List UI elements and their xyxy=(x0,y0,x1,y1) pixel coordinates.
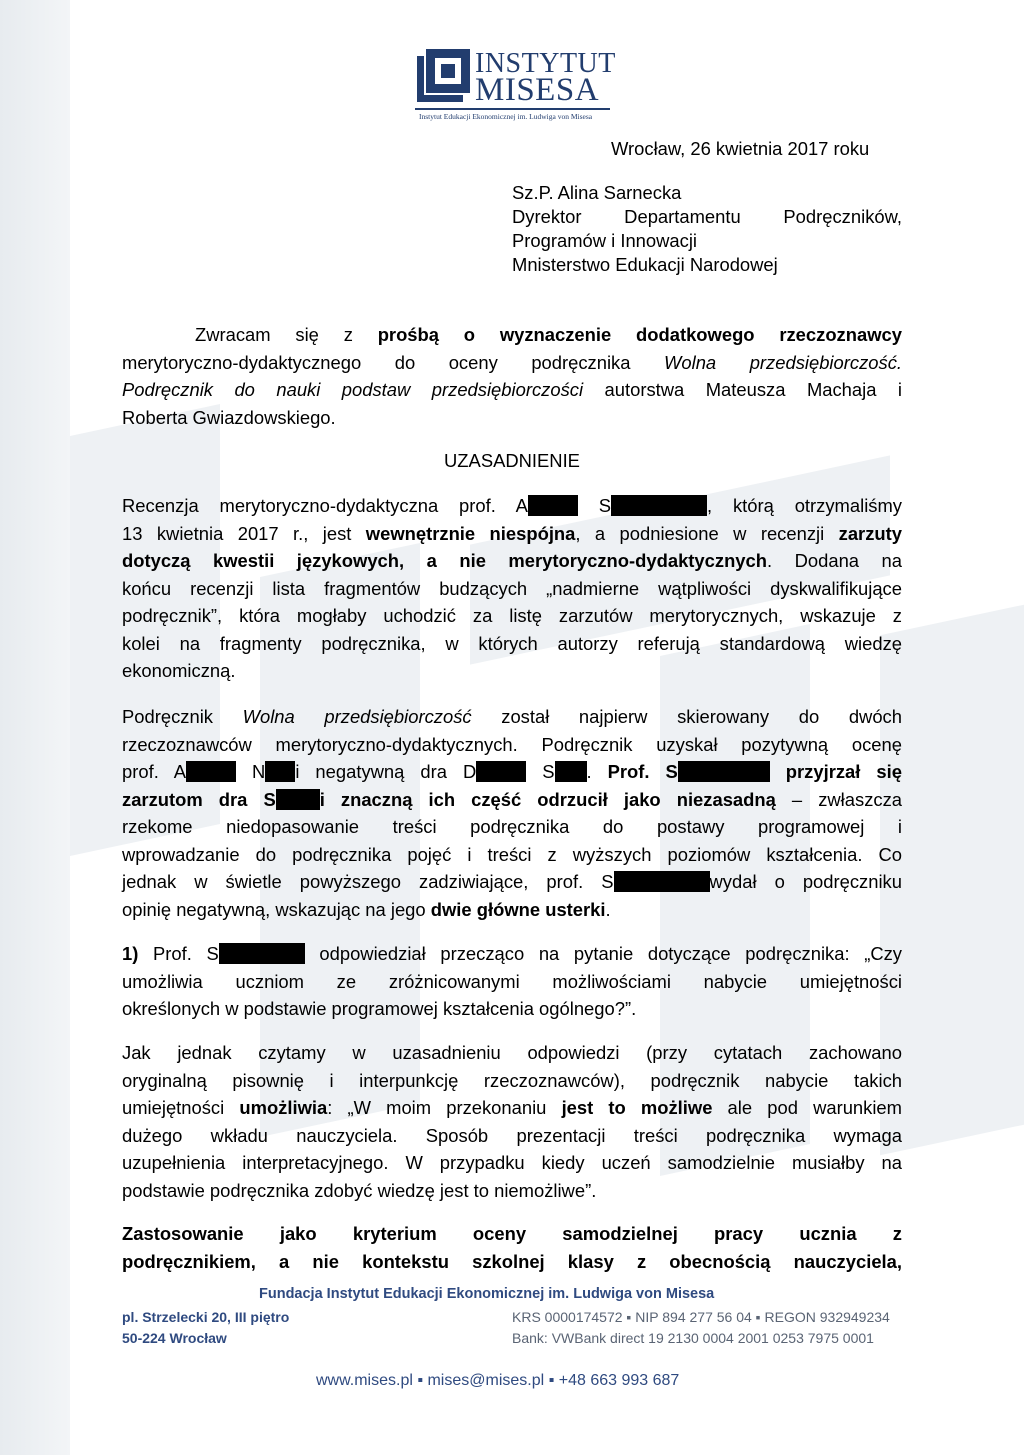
text-line: określonych w podstawie programowej kształcenia ogólnego?”. xyxy=(122,998,637,1019)
section-heading: UZASADNIENIE xyxy=(444,450,580,471)
text-line: umiejętności umożliwia: „W moim przekonaniu jest to możliwe ale pod warunkiem xyxy=(122,1097,902,1118)
recipient-line: Programów i Innowacji xyxy=(512,230,698,251)
text-line: opinię negatywną, wskazując na jego dwie główne usterki. xyxy=(122,898,611,920)
institute-logo-mark-icon xyxy=(415,46,473,104)
redaction-bar xyxy=(678,761,770,782)
website-link[interactable]: www.mises.pl xyxy=(316,1372,413,1389)
text-line: Podręcznik Wolna przedsiębiorczość został najpierw skierowany do dwóch xyxy=(122,706,902,727)
text-line: rzekome niedopasowanie treści podręcznika do postawy programowej i xyxy=(122,816,902,837)
text-line: uzupełnienia interpretacyjnego. W przypadku kiedy uczeń samodzielnie musiałby na xyxy=(122,1152,902,1173)
footer-contacts xyxy=(316,1372,679,1390)
text-line: kolei na fragmenty podręcznika, w których autorzy referują standardową wiedzę xyxy=(122,632,902,654)
footer-street: pl. Strzelecki 20, III piętro xyxy=(122,1309,290,1325)
logo-word-misesa: MISESA xyxy=(475,72,600,108)
text-line: zarzutom dra S i znaczną ich część odrzucił jako niezasadną – zwłaszcza xyxy=(122,788,903,810)
redaction-bar xyxy=(265,761,295,782)
paragraph-conclusion xyxy=(122,1220,902,1275)
redaction-bar xyxy=(614,871,710,892)
footer-organization: Fundacja Instytut Edukacji Ekonomicznej im. Ludwiga von Misesa xyxy=(259,1286,715,1302)
recipient-address xyxy=(512,181,902,277)
text-line: 13 kwietnia 2017 r., jest wewnętrznie niespójna, a podniesione w recenzji zarzuty xyxy=(122,522,902,544)
text-line: umożliwia uczniom ze zróżnicowanymi możliwościami nabycie umiejętności xyxy=(122,970,902,992)
phone-number: +48 663 993 687 xyxy=(558,1372,680,1389)
institute-logo xyxy=(415,44,615,124)
paragraph-point-one xyxy=(122,940,902,1023)
text-line: wprowadzanie do podręcznika pojęć i treści z wyższych poziomów kształcenia. Co xyxy=(122,843,902,865)
text-line: podstawie podręcznika zdobyć wiedzę jest to niemożliwe”. xyxy=(122,1179,597,1201)
redaction-bar xyxy=(611,495,707,516)
footer-bank: Bank: VWBank direct 19 2130 0004 2001 0253 7975 0001 xyxy=(512,1330,874,1346)
text-line: Podręcznik do nauki podstaw przedsiębiorczości autorstwa Mateusza Machaja i xyxy=(122,379,903,400)
redaction-bar xyxy=(186,761,236,782)
email-link[interactable]: mises@mises.pl xyxy=(427,1372,545,1389)
text-line: ekonomiczną. xyxy=(122,660,236,681)
logo-rule xyxy=(415,108,610,110)
text-line: oryginalną pisownię i interpunkcję rzeczoznawców), podręcznik nabycie takich xyxy=(122,1069,902,1091)
paragraph-request xyxy=(122,321,902,431)
text-line: podręcznikiem, a nie kontekstu szkolnej klasy z obecnością nauczyciela, xyxy=(122,1250,902,1272)
text-line: merytoryczno-dydaktycznego do oceny podręcznika Wolna przedsiębiorczość. xyxy=(122,351,902,373)
text-line: Roberta Gwiazdowskiego. xyxy=(122,406,336,428)
logo-word-instytut: INSTYTUT xyxy=(475,48,616,79)
logo-subtitle: Instytut Edukacji Ekonomicznej im. Ludwiga von Misesa xyxy=(419,112,593,121)
footer-separator: ▪ xyxy=(544,1372,559,1389)
paragraph-quote xyxy=(122,1039,902,1204)
redaction-bar xyxy=(528,495,578,516)
footer-city: 50-224 Wrocław xyxy=(122,1330,227,1346)
text-line: Recenzja merytoryczno-dydaktyczna prof. A S , którą otrzymaliśmy xyxy=(122,495,902,516)
redaction-bar xyxy=(476,761,526,782)
paragraph-history xyxy=(122,703,902,923)
text-line: prof. A N i negatywną dra D S . Prof. S przyjrzał się xyxy=(122,761,902,782)
recipient-line: Mnisterstwo Edukacji Narodowej xyxy=(512,254,778,275)
footer-separator: ▪ xyxy=(412,1372,428,1389)
redaction-bar xyxy=(276,789,320,810)
text-line: dużego wkładu nauczyciela. Sposób prezentacji treści podręcznika wymaga xyxy=(122,1124,902,1146)
text-line: rzeczoznawców merytoryczno-dydaktycznych. Podręcznik uzyskał pozytywną ocenę xyxy=(122,733,902,755)
redaction-bar xyxy=(555,761,587,782)
text-line: 1) Prof. S odpowiedział przecząco na pytanie dotyczące podręcznika: „Czy xyxy=(122,943,903,964)
recipient-line: Sz.P. Alina Sarnecka xyxy=(512,182,682,203)
letter-date: Wrocław, 26 kwietnia 2017 roku xyxy=(611,138,870,159)
text-line: Zwracam się z prośbą o wyznaczenie dodatkowego rzeczoznawcy xyxy=(195,324,902,345)
text-line: Jak jednak czytamy w uzasadnieniu odpowiedzi (przy cytatach zachowano xyxy=(122,1042,902,1063)
text-line: końcu recenzji lista fragmentów budzących „nadmierne wątpliwości dyskwalifikujące xyxy=(122,577,902,599)
left-margin-band xyxy=(0,0,70,1455)
text-line: dotyczą kwestii językowych, a nie merytoryczno-dydaktycznych. Dodana na xyxy=(122,550,902,571)
footer-registry: KRS 0000174572 ▪ NIP 894 277 56 04 ▪ REGON 932949234 xyxy=(512,1309,890,1325)
text-line: podręcznik”, która mogłaby uchodzić za listę zarzutów merytorycznych, wskazuje z xyxy=(122,605,902,626)
recipient-line: Dyrektor Departamentu Podręczników, xyxy=(512,206,902,227)
text-line: jednak w świetle powyższego zadziwiające, prof. S wydał o podręczniku xyxy=(122,871,902,892)
redaction-bar xyxy=(219,943,305,964)
paragraph-review xyxy=(122,492,902,685)
text-line: Zastosowanie jako kryterium oceny samodzielnej pracy ucznia z xyxy=(122,1223,902,1244)
